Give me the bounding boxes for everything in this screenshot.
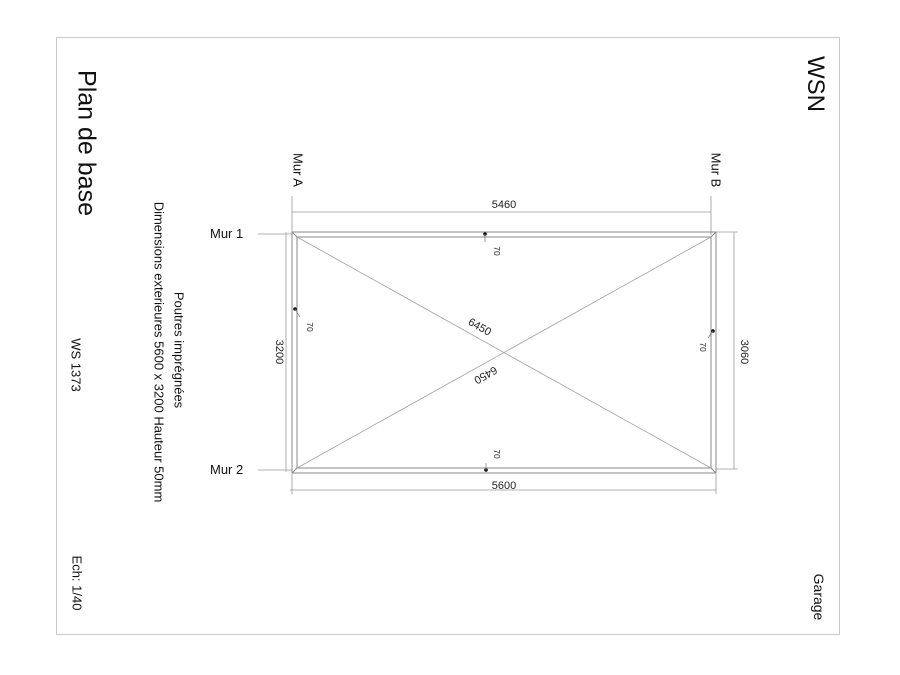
dimension-bottom: 5600	[491, 480, 517, 492]
project-name: Garage	[811, 573, 827, 621]
corner-tick-bl	[292, 468, 297, 473]
beam-width-bottom: 70	[492, 449, 502, 459]
dimension-right: 3060	[738, 339, 750, 365]
note-line-1: Poutres imprégnées	[171, 291, 187, 409]
beam-width-right: 70	[698, 342, 708, 352]
wall-label-1: Mur 1	[210, 226, 244, 241]
diagonal-label-1: 6450	[465, 316, 494, 339]
brand-logo: WSN	[802, 56, 829, 112]
corner-tick-tl	[292, 232, 297, 237]
wall-label-2: Mur 2	[210, 462, 244, 477]
beam-width-top: 70	[492, 246, 502, 256]
page-title: Plan de base	[72, 70, 101, 216]
dimension-left: 3200	[273, 339, 285, 365]
scale-label: Ech: 1/40	[69, 555, 85, 611]
corner-tick-tr	[711, 232, 716, 237]
wall-label-b: Mur B	[708, 152, 724, 188]
wall-label-a: Mur A	[290, 153, 306, 187]
dimension-top: 5460	[491, 199, 517, 211]
beam-width-left: 70	[305, 322, 315, 332]
diagonal-label-2: 6450	[471, 363, 500, 386]
note-line-2: Dimensions exterieures 5600 x 3200 Hauteur 50mm	[151, 201, 167, 503]
corner-tick-br	[711, 468, 716, 473]
drawing-number: WS 1373	[68, 338, 84, 392]
